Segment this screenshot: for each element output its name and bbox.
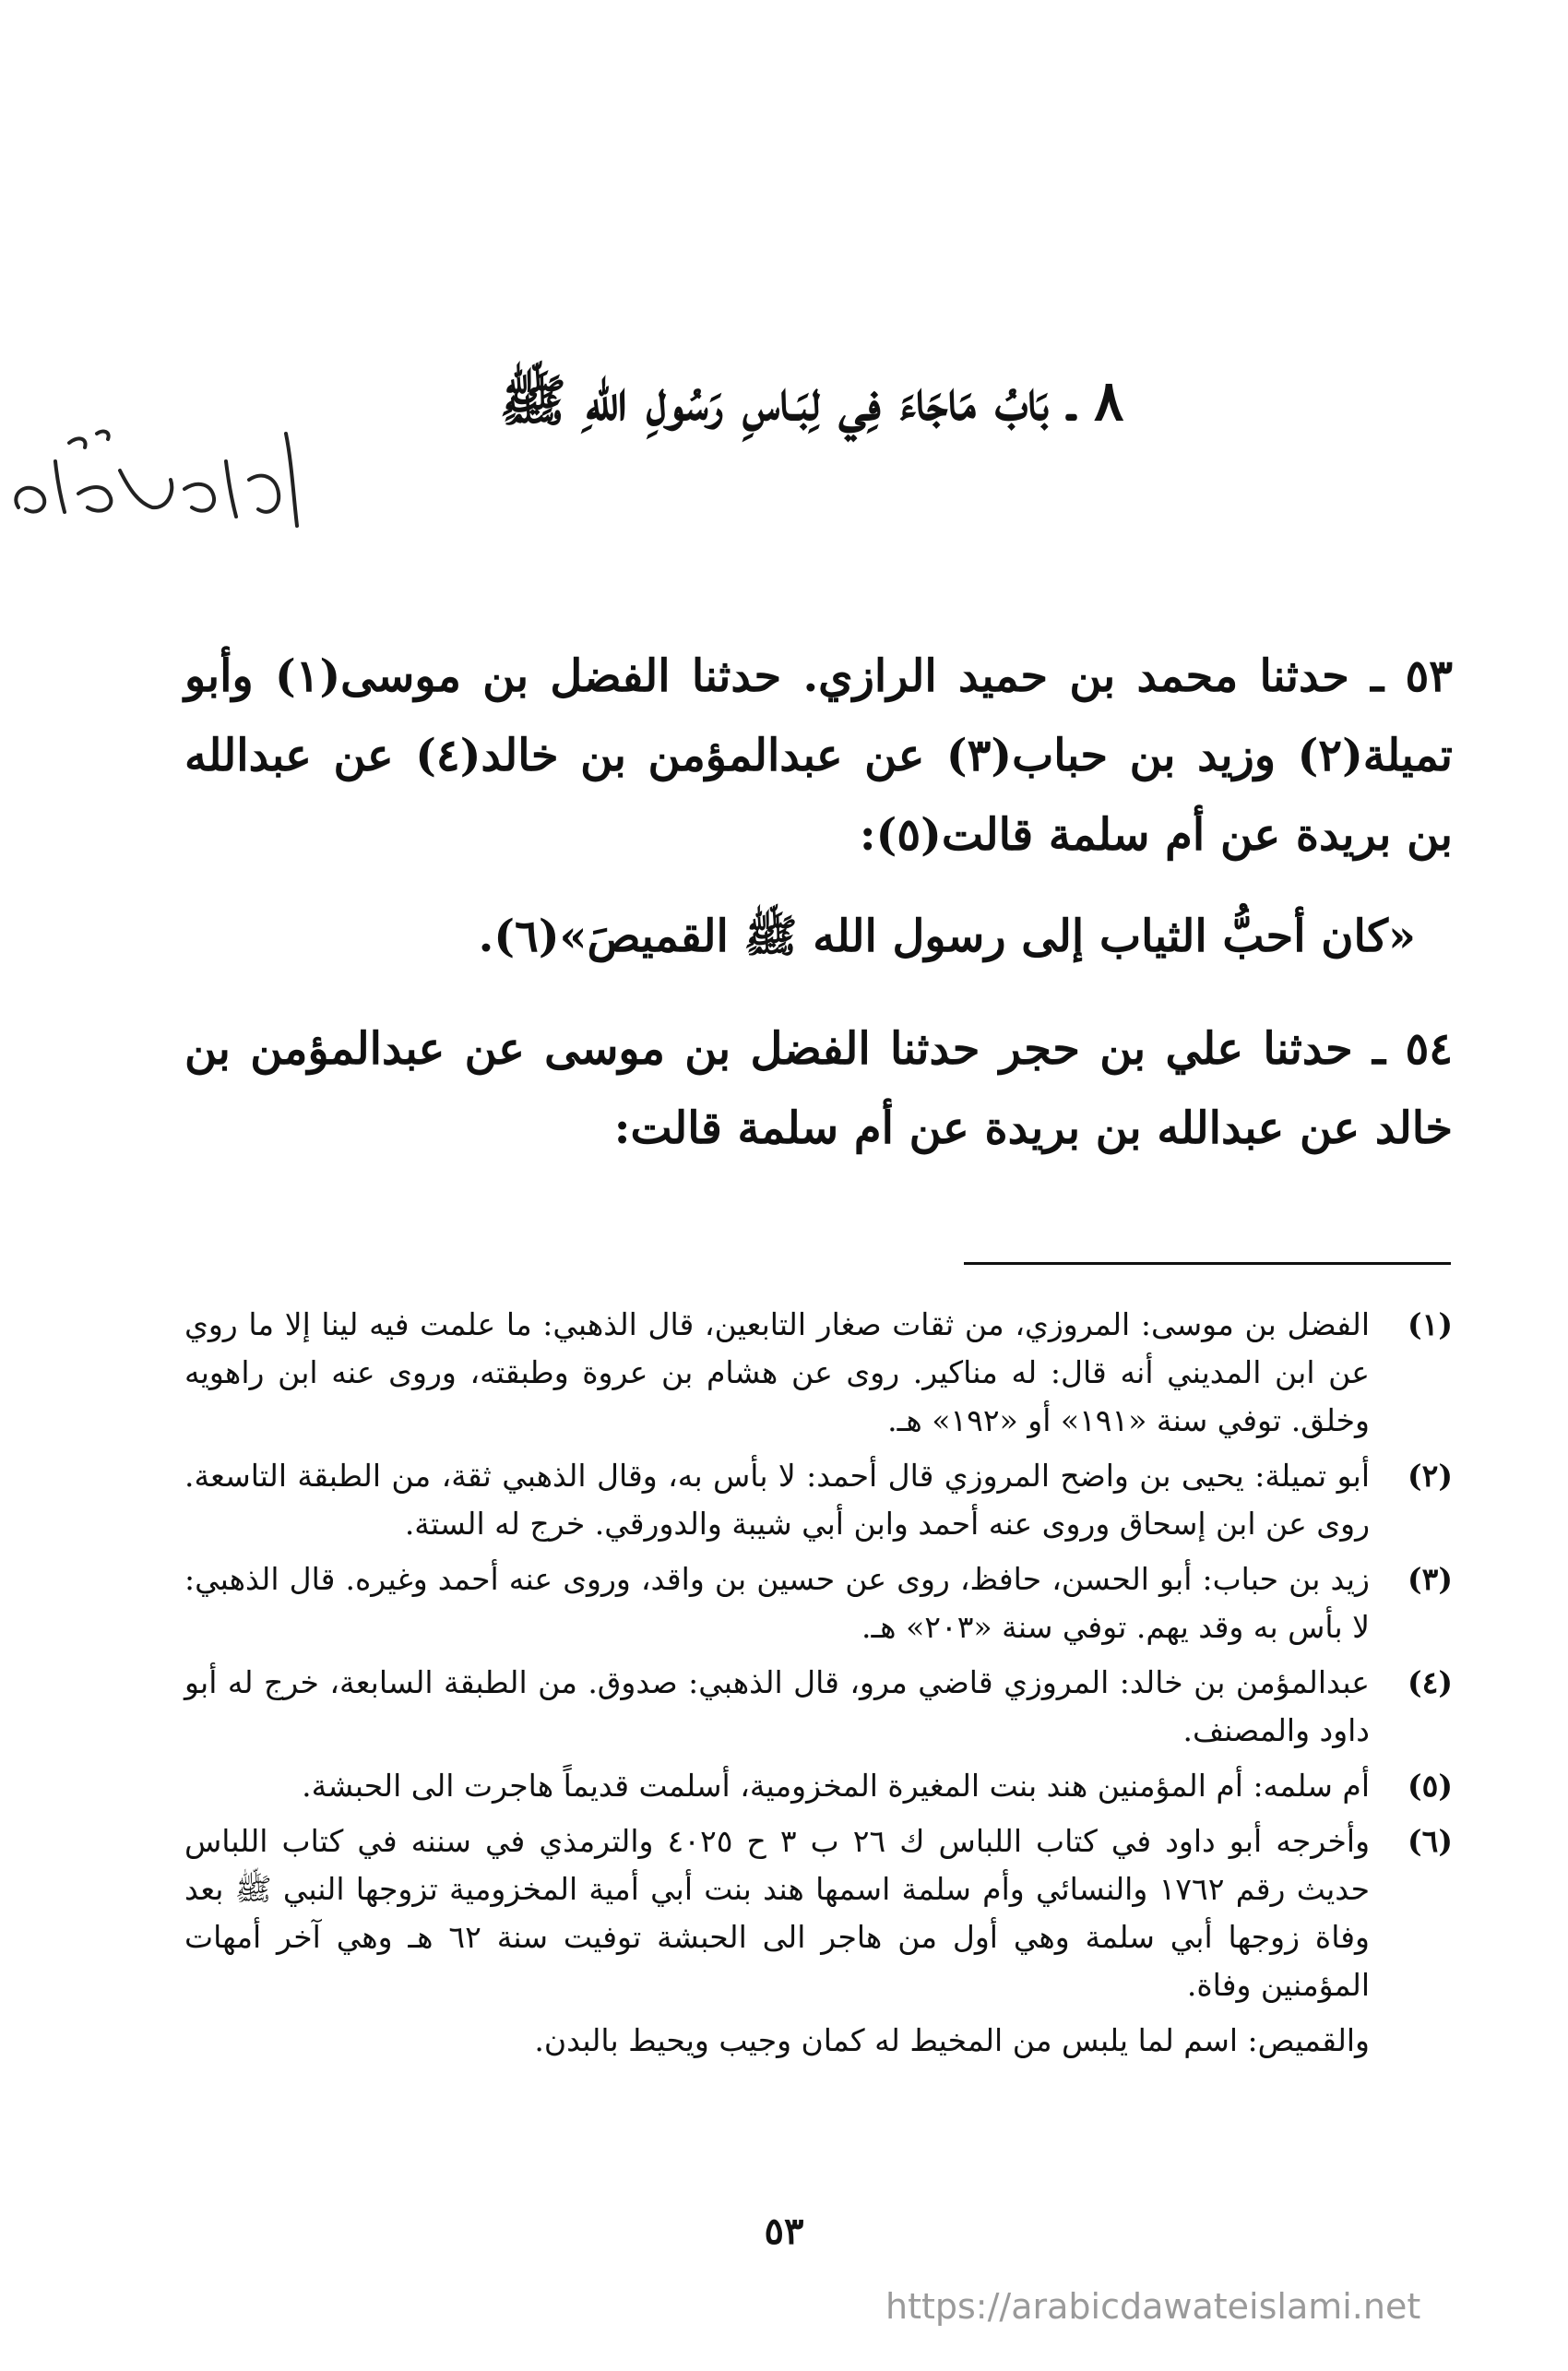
- footnote-5: [184, 1762, 1453, 1810]
- footnote-3: [184, 1555, 1453, 1651]
- footnote-number: (١): [1408, 1306, 1453, 1342]
- hadith-text-block: [184, 637, 1453, 1190]
- footnote-text: أبو تميلة: يحيى بن واضح المروزي قال أحمد: لا بأس به، وقال الذهبي ثقة، من الطبقة التاسعة. روى عن ابن إسحاق وروى عنه أحمد وابن أبي شيبة والدورقي. خرج له الستة.: [184, 1458, 1370, 1542]
- footnote-6: [184, 1817, 1453, 2009]
- watermark-url: https://arabicdawateislami.net: [885, 2286, 1421, 2327]
- footnote-1: [184, 1301, 1453, 1445]
- footnote-number: (٥): [1408, 1768, 1453, 1804]
- chapter-title: ٨ ـ بَابُ مَاجَاءَ فِي لِبَـاسِ رَسُولِ اللهِ ﷺ: [499, 369, 1124, 434]
- footnote-text: وأخرجه أبو داود في كتاب اللباس ك ٢٦ ب ٣ ح ٤٠٢٥ والترمذي في سننه في كتاب اللباس حديث رقم ١٧٦٢ والنسائي وأم سلمة اسمها هند بنت أبي أمية المخزومية تزوجها النبي ﷺ بعد وفاة زوجها أبي سلمة وهي أول من هاجر الى الحبشة توفيت سنة ٦٢ هـ وهي آخر أمهات المؤمنين وفاة.: [184, 1823, 1371, 2003]
- footnote-number: (٦): [1408, 1823, 1453, 1859]
- footnote-number: (٣): [1408, 1561, 1453, 1597]
- footnote-number: (٢): [1408, 1458, 1453, 1494]
- hadith-54: ٥٤ ـ حدثنا علي بن حجر حدثنا الفضل بن موسى عن عبدالمؤمن بن خالد عن عبدالله بن بريدة عن أم سلمة قالت:: [184, 1023, 1453, 1154]
- footnote-text: الفضل بن موسى: المروزي، من ثقات صغار التابعين، قال الذهبي: ما علمت فيه لينا إلا ما روي عن ابن المديني أنه قال: له مناكير. روى عن هشام بن عروة وطبقته، وروى عنه ابن راهويه وخلق. توفي سنة «١٩١» أو «١٩٢» هـ.: [184, 1306, 1370, 1438]
- footnote-extra-note: والقميص: اسم لما يلبس من المخيط له كمان وجيب ويحيط بالبدن.: [534, 2022, 1370, 2058]
- footnote-2: [184, 1452, 1453, 1548]
- footnotes: [184, 1301, 1453, 2065]
- footnote-4: [184, 1659, 1453, 1755]
- page-number: ٥٣: [764, 2210, 804, 2253]
- footnote-text: عبدالمؤمن بن خالد: المروزي قاضي مرو، قال الذهبي: صدوق. من الطبقة السابعة، خرج له أبو داود والمصنف.: [184, 1664, 1370, 1748]
- footnote-text: زيد بن حباب: أبو الحسن، حافظ، روى عن حسين بن واقد، وروى عنه أحمد وغيره. قال الذهبي: لا بأس به وقد يهم. توفي سنة «٢٠٣» هـ.: [184, 1561, 1370, 1645]
- hadith-53-quote: «كان أحبُّ الثياب إلى رسول الله ﷺ القميصَ»(٦).: [478, 911, 1416, 962]
- footnote-text: أم سلمه: أم المؤمنين هند بنت المغيرة المخزومية، أسلمت قديماً هاجرت الى الحبشة.: [302, 1768, 1370, 1804]
- footnote-number: (٤): [1408, 1664, 1453, 1700]
- handwritten-margin-note: [0, 406, 304, 554]
- hadith-53: ٥٣ ـ حدثنا محمد بن حميد الرازي. حدثنا الفضل بن موسى(١) وأبو تميلة(٢) وزيد بن حباب(٣) عن عبدالمؤمن بن خالد(٤) عن عبدالله بن بريدة عن أم سلمة قالت(٥):: [184, 650, 1454, 861]
- footnote-divider: [964, 1262, 1451, 1265]
